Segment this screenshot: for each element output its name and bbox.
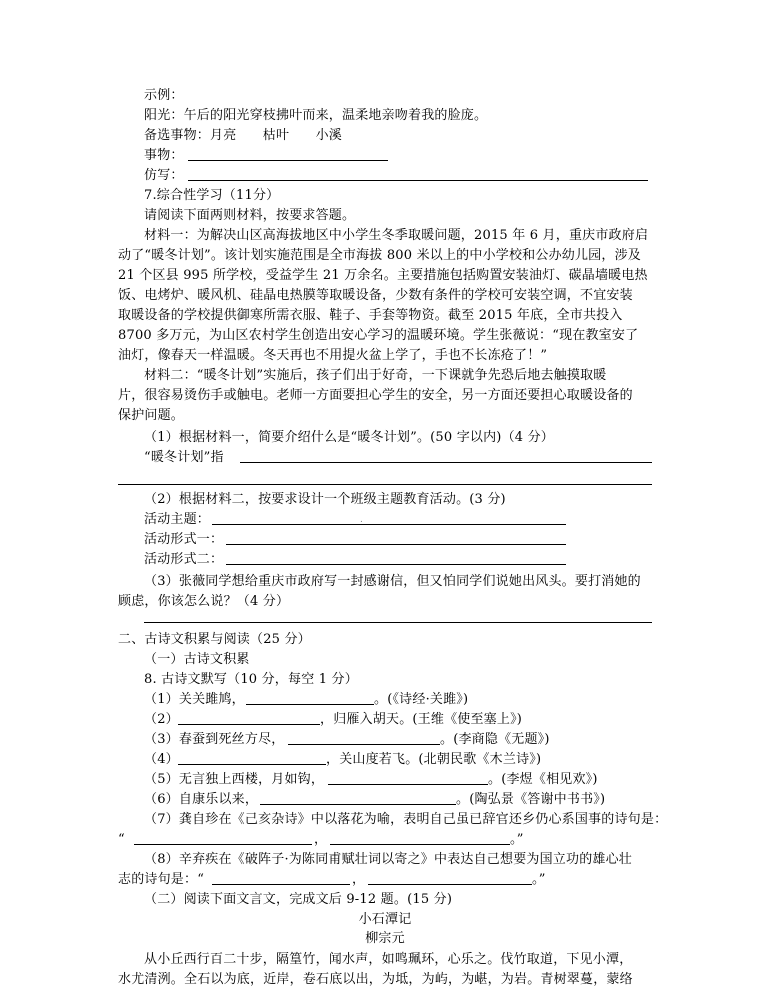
q8-6-source: 。(陶弘景《答谢中书书》) xyxy=(456,792,606,807)
q8-7-comma: ， xyxy=(314,832,328,847)
q8-heading: 8. 古诗文默写（10 分，每空 1 分） xyxy=(144,672,358,687)
q8-4-lead: （4） xyxy=(144,752,179,767)
material-one-line: 取暖设备的学校提供御寒所需衣服、鞋子、手套等物资。截至 2015 年底，全市共投入 xyxy=(118,308,623,323)
activity-form-one-label: 活动形式一： xyxy=(144,532,224,547)
subsection-one-heading: （一）古诗文积累 xyxy=(144,652,250,667)
q8-1-lead: （1）关关雎鸠， xyxy=(144,692,245,707)
q7-1-prompt: （1）根据材料一，简要介绍什么是“暖冬计划”。(50 字以内)（4 分） xyxy=(144,430,554,445)
q8-1-source: 。(《诗经·关雎》) xyxy=(374,692,469,707)
q8-7-open-quote: “ xyxy=(118,832,125,847)
material-one-line: 油灯，像春天一样温暖。冬天再也不用提火盆上学了，手也不长冻疮了！” xyxy=(118,348,548,363)
passage-title: 小石潭记 xyxy=(358,912,412,927)
q8-7-close-quote: 。” xyxy=(510,832,524,847)
q8-8-close-quote: 。” xyxy=(532,872,546,887)
section-two-heading: 二、古诗文积累与阅读（25 分） xyxy=(118,632,311,647)
object-blank[interactable] xyxy=(188,160,388,161)
example-sentence: 阳光：午后的阳光穿枝拂叶而来，温柔地亲吻着我的脸庞。 xyxy=(144,108,488,123)
material-one-line: 动了“暖冬计划”。该计划实施范围是全市海拔 800 米以上的中小学校和公办幼儿园，涉及 xyxy=(118,248,641,263)
q7-2-prompt: （2）根据材料二，按要求设计一个班级主题教育活动。(3 分) xyxy=(144,492,506,507)
activity-form-two-blank[interactable] xyxy=(226,564,566,565)
q7-instruction: 请阅读下面两则材料，按要求答题。 xyxy=(144,208,356,223)
q8-5-source: 。(李煜《相见欢》) xyxy=(488,772,598,787)
activity-form-one-blank[interactable] xyxy=(226,544,566,545)
q7-1-answer-blank-2[interactable] xyxy=(118,484,652,485)
q8-6-blank[interactable] xyxy=(260,804,456,805)
q8-3-lead: （3）春蚕到死丝方尽， xyxy=(144,732,285,747)
q8-4-source: ，关山度若飞。(北朝民歌《木兰诗》) xyxy=(326,752,542,767)
example-label: 示例： xyxy=(144,88,184,103)
q8-8-comma: ， xyxy=(352,872,366,887)
material-one-line: 饭、电烤炉、暖风机、硅晶电热膜等取暖设备，少数有条件的学校可安装空调，不宜安装 xyxy=(118,288,633,303)
q8-7-prompt: （7）龚自珍在《己亥杂诗》中以落花为喻，表明自己虽已辞官还乡仍心系国事的诗句是： xyxy=(144,812,668,827)
q7-3-prompt: （3）张薇同学想给重庆市政府写一封感谢信，但又怕同学们说她出风头。要打消她的 xyxy=(144,574,641,589)
imitation-label: 仿写： xyxy=(144,168,184,183)
passage-line: 从小丘西行百二十步，隔篁竹，闻水声，如鸣珮环，心乐之。伐竹取道，下见小潭， xyxy=(144,952,633,967)
q7-3-answer-blank[interactable] xyxy=(144,622,652,623)
material-two-line: 片，很容易烫伤手或触电。老师一方面要担心学生的安全，另一方面还要担心取暖设备的 xyxy=(118,388,633,403)
q8-1-blank[interactable] xyxy=(246,704,374,705)
q8-8-blank-2[interactable] xyxy=(368,884,532,885)
q8-2-source: ，归雁入胡天。(王维《使至塞上》) xyxy=(320,712,523,727)
q8-2-lead: （2） xyxy=(144,712,179,727)
subsection-two-heading: （二）阅读下面文言文，完成文后 9-12 题。(15 分) xyxy=(144,892,453,907)
activity-theme-blank[interactable] xyxy=(212,524,566,525)
activity-form-two-label: 活动形式二： xyxy=(144,552,224,567)
q7-1-answer-blank[interactable] xyxy=(240,462,652,463)
q8-4-blank[interactable] xyxy=(178,764,326,765)
material-one-line: 21 个区县 995 所学校，受益学生 21 万余名。主要措施包括购置安装油灯、碳晶墙暖电热 xyxy=(118,268,648,283)
q7-1-answer-lead: “暖冬计划”指 xyxy=(144,450,224,465)
q7-heading: 7.综合性学习（11分） xyxy=(144,188,280,203)
q8-3-blank[interactable] xyxy=(288,744,440,745)
material-two-line: 材料二：“暖冬计划”实施后，孩子们出于好奇，一下课就争先恐后地去触摸取暖 xyxy=(144,368,607,383)
q8-3-source: 。(李商隐《无题》) xyxy=(440,732,550,747)
q8-8-prompt: （8）辛弃疾在《破阵子·为陈同甫赋壮词以寄之》中表达自己想要为国立功的雄心壮 xyxy=(144,852,633,867)
q8-6-lead: （6）自康乐以来， xyxy=(144,792,259,807)
q8-7-blank-2[interactable] xyxy=(330,844,510,845)
q8-8-lead: 志的诗句是：“ xyxy=(118,872,205,887)
q8-8-blank-1[interactable] xyxy=(212,884,350,885)
q8-7-blank-1[interactable] xyxy=(134,844,312,845)
activity-theme-label: 活动主题： xyxy=(144,512,211,527)
imitation-blank[interactable] xyxy=(188,180,648,181)
material-one-line: 8700 多万元，为山区农村学生创造出安心学习的温暖环境。学生张薇说：“现在教室安了 xyxy=(118,328,639,343)
options-line: 备选事物：月亮 枯叶 小溪 xyxy=(144,128,343,143)
q8-2-blank[interactable] xyxy=(178,724,320,725)
object-label: 事物： xyxy=(144,148,184,163)
material-one-line: 材料一：为解决山区高海拔地区中小学生冬季取暖问题，2015 年 6 月，重庆市政府启 xyxy=(144,228,649,243)
material-two-line: 保护问题。 xyxy=(118,408,185,423)
q8-5-lead: （5）无言独上西楼，月如钩， xyxy=(144,772,325,787)
passage-line: 水尤清洌。全石以为底，近岸，卷石底以出，为坻，为屿，为嵁，为岩。青树翠蔓，蒙络 xyxy=(118,972,633,987)
stray-dot: . xyxy=(360,515,364,525)
passage-author: 柳宗元 xyxy=(365,931,405,946)
q7-3-prompt-cont: 顾虑，你该怎么说？（4 分） xyxy=(118,594,290,609)
q8-5-blank[interactable] xyxy=(328,784,488,785)
